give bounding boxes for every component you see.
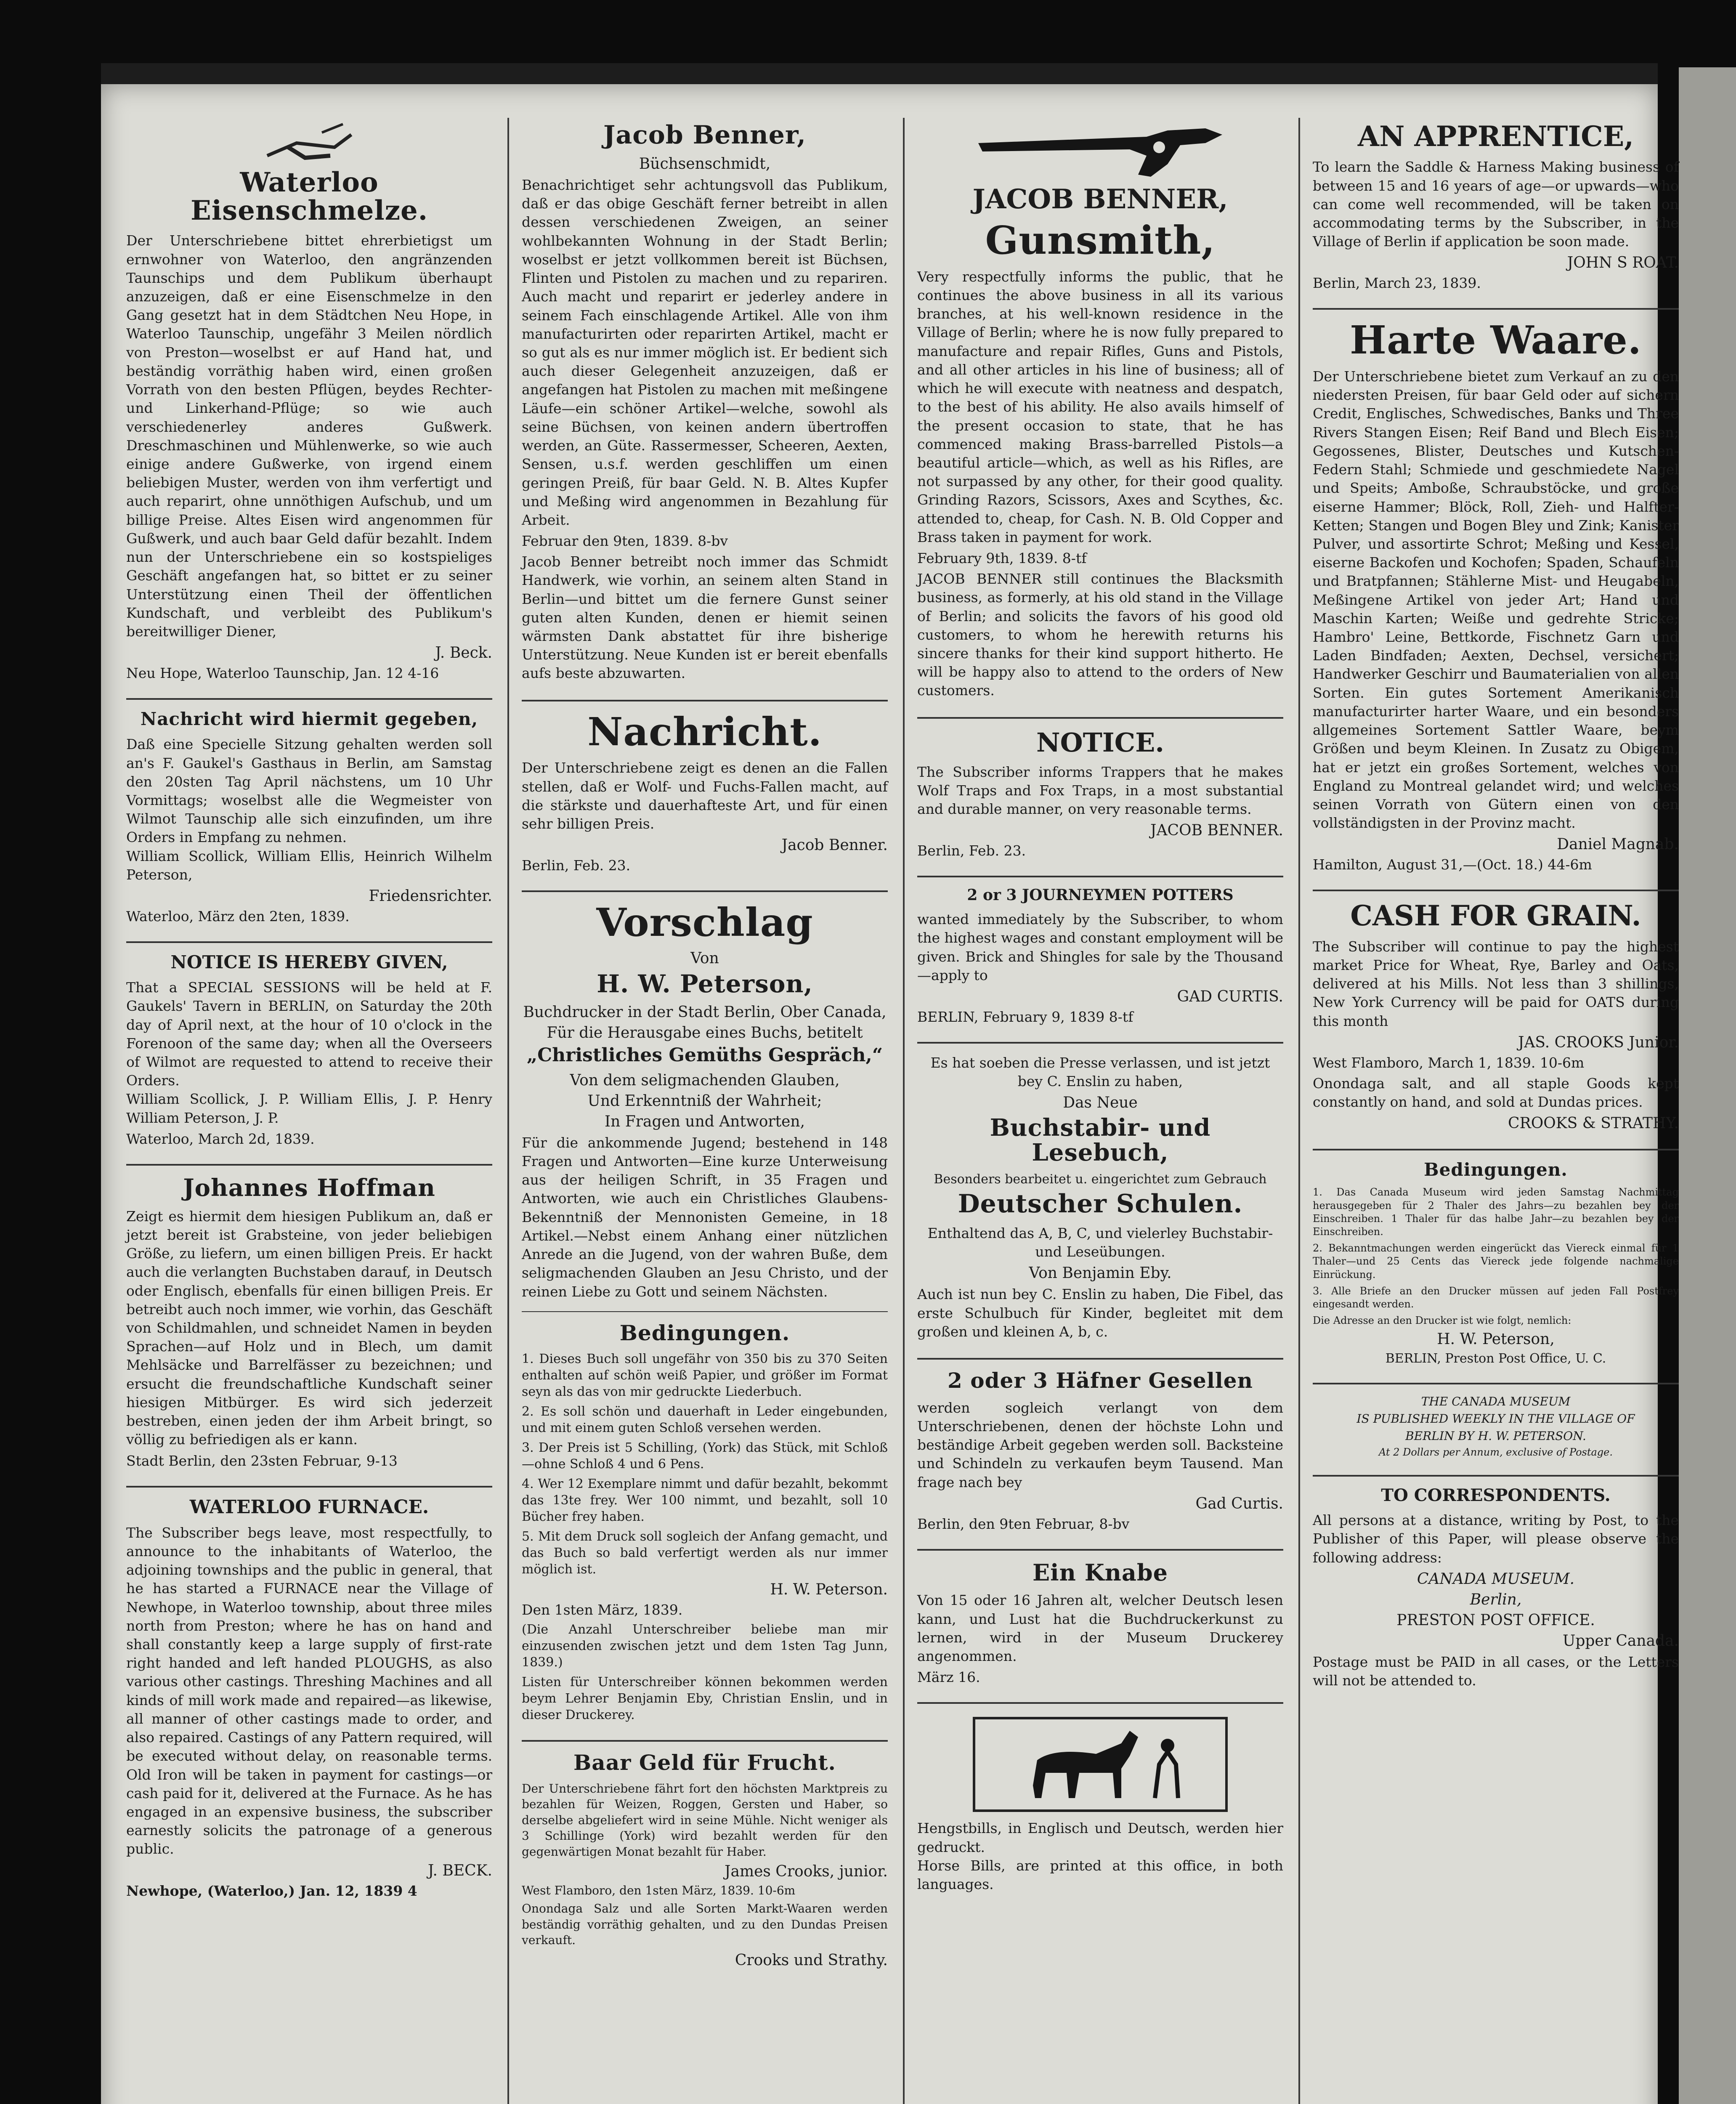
museum-line: IS PUBLISHED WEEKLY IN THE VILLAGE OF — [1356, 1412, 1635, 1426]
column-rule — [507, 118, 509, 2104]
ad-to-correspondents — [1313, 1487, 1679, 1690]
ad-subtitle: Gunsmith, — [985, 218, 1216, 263]
column-rule — [1298, 118, 1300, 2104]
signature: Jacob Benner. — [781, 837, 888, 854]
divider — [917, 1042, 1283, 1044]
ad-line: Für die Herausgabe eines Buchs, betitelt — [547, 1024, 863, 1041]
terms-of-publication — [1313, 1161, 1679, 1366]
ad-date: February 9th, 1839. 8-tf — [917, 550, 1087, 567]
ad-eisenschmelze — [126, 118, 492, 681]
ad-intro: Es hat soeben die Presse verlassen, und ist jetzt bey C. Enslin zu haben, — [930, 1055, 1270, 1090]
ad-date: Den 1sten März, 1839. — [522, 1602, 683, 1618]
term-item: 1. Das Canada Museum wird jeden Samstag Nachmittag herausgegeben für 2 Thaler des Jahrs—zu bezahlen bey der Einschreiben. 1 Thaler für das halbe Jahr—zu bezahlen bey der Einschreiben. — [1313, 1186, 1679, 1238]
ad-note: (Die Anzahl Unterschreiber beliebe man mir einzusenden zwischen jetzt und dem 1sten Tag Junn, 1839.) — [522, 1622, 888, 1670]
ad-body: The Subscriber will continue to pay the highest market Price for Wheat, Rye, Barley and Oats, delivered at his Mills. Not less than 3 shillings, New York Currency will be paid for OATS during this month — [1313, 938, 1679, 1029]
ad-hoffman — [126, 1176, 492, 1469]
ad-haefner-gesellen — [917, 1370, 1283, 1532]
signature: J. BECK. — [427, 1862, 492, 1879]
museum-line: THE CANADA MUSEUM — [1421, 1395, 1571, 1409]
ad-author: Von Benjamin Eby. — [1029, 1265, 1172, 1282]
ad-line: In Fragen und Antworten, — [604, 1113, 805, 1130]
divider — [126, 941, 492, 943]
adjacent-page-strip — [1679, 67, 1736, 2104]
ad-title: Waterloo Eisenschmelze. — [191, 167, 428, 227]
ad-date: West Flamboro, March 1, 1839. 10-6m — [1313, 1054, 1585, 1071]
address-line: PRESTON POST OFFICE. — [1396, 1611, 1595, 1629]
ad-body: Für die ankommende Jugend; bestehend in 148 Fragen und Antworten—Eine kurze Unterweisung aus der heiligen Schrift, in 35 Fragen und Antworten, wie auch ein Christliches Glaubens-Bekenntniß der Mennonisten Gemeine, in 18 Artikel.—Nebst einem Anhang einer nützlichen Anrede an die Jugend, von der wahren Buße, dem seligmachenden Glauben an Jesu Christo, und der reinen Liebe zu Gott und seinem Nächsten. — [522, 1134, 888, 1300]
column-rule — [903, 118, 905, 2104]
ad-date: Berlin, den 9ten Februar, 8-bv — [917, 1515, 1130, 1532]
signature: JAS. CROOKS Junior. — [1518, 1033, 1679, 1051]
terms-title: Bedingungen. — [1424, 1159, 1568, 1180]
ad-title: Vorschlag — [596, 900, 813, 946]
term-item: 3. Alle Briefe an den Drucker müssen auf jeden Fall Postfrey eingesandt werden. — [1313, 1285, 1679, 1310]
conditions-title: Bedingungen. — [619, 1320, 790, 1345]
term-item: 2. Bekanntmachungen werden eingerückt das Viereck einmal für 1 Thaler—und 25 Cents das Viereck jede folgende nachmalige Einrückung. — [1313, 1242, 1679, 1280]
ad-body: Benachrichtiget sehr achtungsvoll das Publikum, daß er das obige Geschäft ferner betreibt in allen dessen verschiedenen Zweigen, an seiner wohlbekannten Wohnung in der Stadt Berlin; woselbst er jetzt vollkommen bereit ist Büchsen, Flinten und Pistolen zu machen und zu repariren. Auch macht und reparirt er jederley andere in seinem Fach einschlagende Artikel. Alle von ihm manufacturirten oder reparirten Artikel, macht er so gut als es nur immer möglich ist. Er bedient sich auch dieser Gelegenheit anzuzeigen, daß er angefangen hat Pistolen zu machen mit meßingene Läufe—ein schöner Artikel—welche, sowohl als seine Büchsen, von keinen andern übertroffen werden, an Güte. Rassermesser, Scheeren, Aexten, Sensen, u.s.f. werden geschliffen um einen geringen Preiß, für baar Geld. N. B. Altes Kupfer und Meßing wird angenommen in Bezahlung für Arbeit. — [522, 177, 888, 528]
ad-body: Der Unterschriebene bietet zum Verkauf an zu den niedersten Preisen, für baar Geld oder auf sichern Credit, Englisches, Schwedisches, Banks und Three Rivers Stangen Eisen; Reif Band und Blech Eisen; Gegossenes, Blister, Deutsches und Kutschen-Federn Stahl; Schmiede und geschmiedete Nagel und Speits; Amboße, Schraubstöcke, und große eiserne Hammer; Blöck, Roll, Zieh- und Halfter-Ketten; Stangen und Bogen Bley und Zink; Kanister Pulver, und assortirte Schrot; Meßing und Kessel, eiserne Backofen und Kochofen; Spaden, Schaufeln und Bratpfannen; Stählerne Mist- und Heugabeln, Meßingene Artikel von jeder Art; Hand und Maschin Karten; Weiße und gedrehte Stricke; Hambro' Leine, Bettkorde, Fischnetz Garn und Laden Bindfaden; Aexten, Dechsel, versichert; Handwerker Geschirr und Baumaterialien von allen Sorten. Ein gutes Sortement Amerikanisch manufacturirter harter Waare, und ein besonders allgemeines Sortement Sattler Waare, beym Größen und beym Kleinen. In Zusatz zu Obigem, hat er jetzt ein großes Sortement, welches von England zu Montreal gelandet wird; und welches seinen Vorrath von Gütern einen von den vollständigsten in der Provinz macht. — [1313, 368, 1679, 832]
ad-body: That a SPECIAL SESSIONS will be held at F. Gaukels' Tavern in BERLIN, on Saturday the 20th day of April next, at the hour of 10 o'clock in the Forenoon of the same day; when all the Overseers of Wilmot are requested to attend to receive their Orders. — [126, 979, 492, 1089]
divider — [1313, 1475, 1679, 1477]
von-label: Von — [690, 949, 719, 967]
ad-body: Hengstbills, in Englisch und Deutsch, werden hier gedruckt. — [917, 1820, 1283, 1855]
horse-icon — [970, 1714, 1231, 1815]
ad-notice-traps — [917, 729, 1283, 859]
ad-ein-knabe — [917, 1561, 1283, 1686]
ad-date: Hamilton, August 31,—(Oct. 18.) 44-6m — [1313, 856, 1592, 873]
ad-title: Nachricht wird hiermit gegeben, — [140, 709, 478, 730]
ad-title: Jacob Benner, — [603, 120, 807, 150]
ad-line: Buchdrucker in der Stadt Berlin, Ober Canada, — [523, 1003, 887, 1021]
ad-harte-waare — [1313, 317, 1679, 873]
ad-body: Very respectfully informs the public, that he continues the above business in all its various branches, at his well-known residence in the Village of Berlin; where he is now fully prepared to manufacture and repair Rifles, Guns and Pistols, and all other articles in his line of business; all of which he will execute with neatness and despatch, to the best of his ability. He also avails himself of the present occasion to state, that he has commenced making Brass-barrelled Pistols—a beautiful article—which, as well as his Rifles, are not surpassed by any other, for their good quality. Grinding Razors, Scissors, Axes and Scythes, &c. attended to, cheap, for Cash. N. B. Old Copper and Brass taken in payment for work. — [917, 268, 1283, 545]
ad-footer: Postage must be PAID in all cases, or the Letters will not be attended to. — [1313, 1653, 1679, 1689]
ad-title: Johannes Hoffman — [183, 1174, 435, 1202]
museum-line: BERLIN BY H. W. PETERSON. — [1405, 1429, 1586, 1443]
ad-line: Das Neue — [1063, 1094, 1138, 1112]
ad-footer: Onondaga Salz und alle Sorten Markt-Waaren werden beständig vorräthig gehalten, und zu den Dundas Preisen verkauft. — [522, 1902, 888, 1947]
role: Friedensrichter. — [369, 887, 492, 905]
ad-date: Newhope, (Waterloo,) Jan. 12, 1839 4 — [126, 1882, 417, 1899]
ad-nachricht-fallen — [522, 709, 888, 874]
ad-body: Daß eine Specielle Sitzung gehalten werden soll an's F. Gaukel's Gasthaus in Berlin, am Samstag den 20sten Tag April nächstens, um 10 Uhr Vormittags; woselbst alle die Wegmeister von Wilmot Taunschip alle sich einzufinden, um ihre Orders in Empfang zu nehmen. — [126, 736, 492, 846]
signature: J. Beck. — [435, 644, 492, 662]
ad-date: Waterloo, March 2d, 1839. — [126, 1130, 315, 1147]
ad-note: Listen für Unterschreiber können bekommen werden beym Lehrer Benjamin Eby, Christian Enslin, und in dieser Druckerey. — [522, 1675, 888, 1723]
ad-waterloo-furnace — [126, 1498, 492, 1899]
divider — [1313, 890, 1679, 891]
divider — [1313, 1383, 1679, 1384]
ad-title: Buchstabir- und Lesebuch, — [990, 1114, 1211, 1167]
ad-subtitle: Büchsenschmidt, — [639, 155, 771, 173]
names: William Scollick, William Ellis, Heinrich Wilhelm Peterson, — [126, 847, 492, 883]
ad-body: Der Unterschriebene bittet ehrerbietigst um ernwohner von Waterloo, den angränzenden Taunschips und dem Publikum überhaupt anzuzeigen, daß er eine Eisenschmelze in den Gang gesetzt hat in dem Städtchen Neu Hope, in Waterloo Taunschip, ungefähr 3 Meilen nördlich von Preston—woselbst er auf Hand hat, und beständig vorräthig haben wird, einen großen Vorrath von den besten Pflügen, beydes Rechter- und Linkerhand-Pflüge; so wie auch verschiedenerley anderes Gußwerk. Dreschmaschinen und Mühlenwerke, so wie auch einige andere Gußwerke, von irgend einem beliebigen Muster, werden von ihm verfertigt und auch reparirt, ohne unnöthigen Aufschub, und um billige Preise. Altes Eisen wird angenommen für Gußwerk, und auch baar Geld dafür bezahlt. Indem nun der Unterschriebene ein so kostspieliges Geschäft angefangen hat, so bittet er zu seiner Unterstützung einen Theil der öffentlichen Kundschaft, und verbleibt des Publikum's bereitwilliger Diener, — [126, 232, 492, 640]
ad-date: Berlin, Feb. 23. — [917, 842, 1026, 859]
ad-title: TO CORRESPONDENTS. — [1381, 1485, 1611, 1506]
ad-horse-bills — [917, 1714, 1283, 1894]
ad-note: JACOB BENNER still continues the Blacksmith business, as formerly, at his old stand in the Village of Berlin; and solicits the favors of his good old customers, to whom he herewith returns his sincere thanks for their kind support hitherto. He will be happy also to attend to the orders of New customers. — [917, 571, 1283, 699]
ad-vorschlag — [522, 902, 888, 1723]
ad-title: Harte Waare. — [1350, 317, 1642, 363]
divider — [1313, 1149, 1679, 1150]
ad-title: WATERLOO FURNACE. — [189, 1496, 429, 1518]
divider — [522, 890, 888, 892]
ad-body-2: Onondaga salt, and all staple Goods kept constantly on hand, and sold at Dundas prices. — [1313, 1075, 1679, 1110]
address-line: Berlin, — [1470, 1591, 1522, 1608]
divider — [126, 1164, 492, 1166]
ad-title: Ein Knabe — [1032, 1559, 1168, 1586]
ad-line: Besonders bearbeitet u. eingerichtet zum Gebrauch — [934, 1172, 1267, 1187]
ad-date: Februar den 9ten, 1839. 8-bv — [522, 533, 728, 550]
term-item: Die Adresse an den Drucker ist wie folgt, nemlich: — [1313, 1315, 1571, 1327]
signers: William Scollick, J. P. William Ellis, J. P. Henry William Peterson, J. P. — [126, 1091, 492, 1126]
ad-cash-for-grain — [1313, 901, 1679, 1132]
divider — [126, 1486, 492, 1488]
museum-line: At 2 Dollars per Annum, exclusive of Postage. — [1379, 1446, 1613, 1458]
ad-benner-german — [522, 122, 888, 683]
ad-body-2: Horse Bills, are printed at this office, in both languages. — [917, 1857, 1283, 1892]
ad-date: Stadt Berlin, den 23sten Februar, 9-13 — [126, 1452, 398, 1469]
ad-body: Von 15 oder 16 Jahren alt, welcher Deutsch lesen kann, und Lust hat die Buchdruckerkunst zu lernen, wird in der Museum Druckerey angenommen. — [917, 1592, 1283, 1665]
ad-date: West Flamboro, den 1sten März, 1839. 10-6m — [522, 1884, 796, 1898]
newspaper-page — [101, 84, 1679, 2104]
ad-nachricht-sitzung — [126, 710, 492, 924]
ad-title: NOTICE IS HEREBY GIVEN, — [170, 952, 448, 973]
ad-body: werden sogleich verlangt von dem Unterschriebenen, denen der höchste Lohn und beständige Arbeit gegeben werden soll. Backsteine und Schindeln zu verkaufen beym Tausend. Man frage nach bey — [917, 1399, 1283, 1490]
firm-name: Crooks und Strathy. — [735, 1951, 888, 1969]
divider — [1313, 308, 1679, 310]
divider — [126, 698, 492, 700]
divider — [917, 1358, 1283, 1360]
address-line: CANADA MUSEUM. — [1417, 1570, 1575, 1588]
ad-body: All persons at a distance, writing by Post, to the Publisher of this Paper, will please observe the following address: — [1313, 1512, 1679, 1566]
ad-author: H. W. Peterson, — [597, 969, 813, 998]
signature: James Crooks, junior. — [725, 1863, 888, 1881]
ad-body: Der Unterschriebene zeigt es denen an die Fallen stellen, daß er Wolf- und Fuchs-Fallen macht, auf die stärkste und dauerhafteste Art, und für einen sehr billigen Preis. — [522, 760, 888, 832]
signature: JACOB BENNER. — [1150, 822, 1283, 839]
ad-benner-english — [917, 118, 1283, 700]
firm-name: CROOKS & STRATHY. — [1508, 1115, 1679, 1132]
ad-line: Von dem seligmachenden Glauben, — [570, 1071, 840, 1089]
ad-title: JACOB BENNER, — [972, 183, 1228, 215]
column-3 — [917, 118, 1283, 2104]
ad-date: Neu Hope, Waterloo Taunschip, Jan. 12 4-16 — [126, 665, 439, 682]
signature: JOHN S ROAT. — [1567, 254, 1679, 272]
ad-title: 2 or 3 JOURNEYMEN POTTERS — [967, 886, 1234, 904]
signature: GAD CURTIS. — [1177, 988, 1283, 1006]
column-1 — [126, 118, 492, 2104]
column-2 — [522, 118, 888, 2104]
divider — [917, 1702, 1283, 1704]
condition-item: 2. Es soll schön und dauerhaft in Leder eingebunden, und mit einem guten Schloß versehen werden. — [522, 1404, 888, 1436]
column-4 — [1313, 118, 1679, 2104]
ad-date: März 16. — [917, 1669, 980, 1686]
masthead-box — [1313, 1395, 1679, 1458]
ad-date: BERLIN, February 9, 1839 8-tf — [917, 1009, 1133, 1025]
ad-baar-geld — [522, 1752, 888, 1969]
ad-title: NOTICE. — [1036, 727, 1164, 758]
divider — [522, 1740, 888, 1742]
ad-body: The Subscriber begs leave, most respectfully, to announce to the inhabitants of Waterloo, the adjoining townships and the public in general, that he has started a FURNACE near the Village of Newhope, in Waterloo township, about three miles north from Preston; where he has on hand and shall constantly keep a large supply of first-rate right handed and left handed PLOUGHS, as also various other castings. Threshing Machines and all kinds of mill work made and repaired—as likewise, all manner of other castings made to order, and also repaired. Castings of any Pattern required, will be executed without delay, on reasonable terms. Old Iron will be taken in payment for castings—or cash paid for it, delivered at the Furnace. As he has engaged in an expensive business, the subscriber earnestly solicits the patronage of a generous public. — [126, 1524, 492, 1857]
ad-note: Auch ist nun bey C. Enslin zu haben, Die Fibel, das erste Schulbuch für Kinder, begleitet mit dem großen und kleinen A, b, c. — [917, 1286, 1283, 1340]
condition-item: 4. Wer 12 Exemplare nimmt und dafür bezahlt, bekommt das 13te frey. Wer 100 nimmt, und bezahlt, soll 10 Bücher frey haben. — [522, 1477, 888, 1525]
ad-title: Nachricht. — [587, 709, 822, 754]
book-title: „Christliches Gemüths Gespräch,“ — [526, 1044, 883, 1066]
signature: Daniel Magnab. — [1557, 836, 1679, 853]
divider — [917, 717, 1283, 719]
ad-body: To learn the Saddle & Harness Making business of between 15 and 16 years of age—or upwards—who can come well recommended, will be taken on accommodating terms by the Subscriber, in the Village of Berlin if application be soon made. — [1313, 159, 1679, 250]
condition-item: 3. Der Preis ist 5 Schilling, (York) das Stück, mit Schloß—ohne Schloß 4 und 6 Pens. — [522, 1440, 888, 1472]
ad-title: 2 oder 3 Häfner Gesellen — [948, 1368, 1253, 1393]
printer-address: BERLIN, Preston Post Office, U. C. — [1385, 1351, 1606, 1366]
ad-note: Jacob Benner betreibt noch immer das Schmidt Handwerk, wie vorhin, an seinem alten Stand in Berlin—und bittet um die fernere Gunst seiner guten alten Kunden, denen er hiemit seinen wärmsten Dank abstattet für ihre bisherige Unterstützung. Neue Kunden ist er bereit ebenfalls aufs beste abzuwarten. — [522, 553, 888, 682]
ad-body: The Subscriber informs Trappers that he makes Wolf Traps and Fox Traps, in a most substantial and durable manner, on very reasonable terms. — [917, 763, 1283, 818]
ad-date: Berlin, Feb. 23. — [522, 857, 631, 874]
ad-lesebuch — [917, 1054, 1283, 1341]
ad-date: Berlin, March 23, 1839. — [1313, 275, 1481, 292]
printer-name: H. W. Peterson, — [1437, 1331, 1555, 1348]
pistol-icon — [970, 118, 1231, 181]
ad-line: Und Erkenntniß der Wahrheit; — [587, 1092, 822, 1110]
ad-body: Der Unterschriebene fährt fort den höchsten Marktpreis zu bezahlen für Weizen, Roggen, Gersten und Haber, so derselbe abgeliefert wird in seine Mühle. Nicht weniger als 3 Schillinge (York) wird bezahlt werden für den gegenwärtigen Monat bezahlt für Haber. — [522, 1781, 888, 1859]
condition-item: 5. Mit dem Druck soll sogleich der Anfang gemacht, und das Buch so bald verfertigt werden als nur immer möglich ist. — [522, 1529, 888, 1577]
ad-title-2: Deutscher Schulen. — [958, 1189, 1243, 1219]
ad-apprentice — [1313, 122, 1679, 291]
ad-title: AN APPRENTICE, — [1357, 120, 1634, 153]
ad-title: CASH FOR GRAIN. — [1350, 899, 1641, 932]
ad-journeymen-potters — [917, 887, 1283, 1025]
divider — [917, 876, 1283, 877]
ad-body: wanted immediately by the Subscriber, to whom the highest wages and constant employment will be given. Brick and Shingles for sale by the Thousand—apply to — [917, 911, 1283, 983]
ad-notice-given — [126, 953, 492, 1147]
signature: H. W. Peterson. — [770, 1581, 888, 1599]
divider — [522, 1311, 888, 1312]
ad-title: Baar Geld für Frucht. — [573, 1750, 836, 1775]
plough-icon — [259, 118, 360, 164]
condition-item: 1. Dieses Buch soll ungefähr von 350 bis zu 370 Seiten enthalten auf schön weiß Papier, und größer im Format seyn als das von mir gedruckte Liederbuch. — [522, 1352, 888, 1400]
divider — [522, 700, 888, 701]
signature: Gad Curtis. — [1195, 1495, 1283, 1512]
divider — [917, 1549, 1283, 1551]
ad-body: Zeigt es hiermit dem hiesigen Publikum an, daß er jetzt bereit ist Grabsteine, von jeder beliebigen Größe, zu liefern, um einen billigen Preis. Er hackt auch die verlangten Buchstaben darauf, in Deutsch oder Englisch, ebenfalls für einen billigen Preis. Er betreibt auch noch immer, wie vorhin, das Geschäft von Schildmahlen, und schneidet Namen in beyden Sprachen—auf Holz und in Blech, um damit Mehlsäcke und Barrelfässer zu bezeichnen; und ersucht die freundschaftliche Kundschaft seiner hiesigen Mitbürger. Es wird sich jederzeit bestreben, einen jeden der ihm Arbeit bringt, so völlig zu befriedigen als er kann. — [126, 1208, 492, 1448]
ad-body: Enthaltend das A, B, C, und vielerley Buchstabir- und Leseübungen. — [927, 1225, 1273, 1260]
ad-date: Waterloo, März den 2ten, 1839. — [126, 908, 350, 925]
address-line: Upper Canada. — [1563, 1632, 1679, 1650]
